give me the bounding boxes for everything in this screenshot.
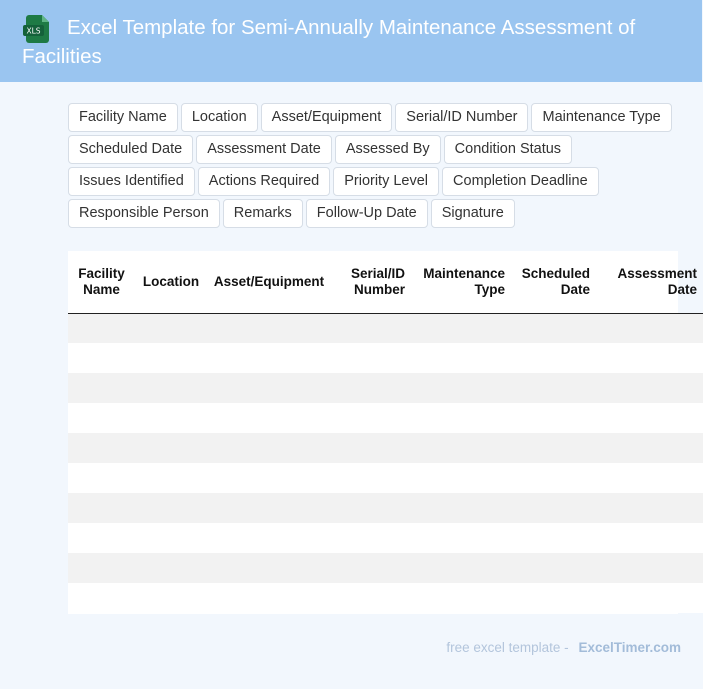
table-cell[interactable] <box>68 493 135 523</box>
field-tag[interactable]: Responsible Person <box>68 199 220 228</box>
column-header: Scheduled Date <box>511 251 596 313</box>
field-tag[interactable]: Asset/Equipment <box>261 103 393 132</box>
field-tag[interactable]: Assessment Date <box>196 135 332 164</box>
table-cell[interactable] <box>511 553 596 583</box>
field-tag[interactable]: Facility Name <box>68 103 178 132</box>
page-title: Excel Template for Semi-Annually Maintenance Assessment of Facilities <box>22 16 636 68</box>
table-cell[interactable] <box>135 343 207 373</box>
table-cell[interactable] <box>411 553 511 583</box>
table-cell[interactable] <box>68 343 135 373</box>
xls-icon-label: XLS <box>26 26 41 36</box>
table-row <box>68 403 703 433</box>
table-cell[interactable] <box>331 403 411 433</box>
table-cell[interactable] <box>207 433 331 463</box>
table-cell[interactable] <box>68 463 135 493</box>
table-cell[interactable] <box>596 583 703 613</box>
table-cell[interactable] <box>68 553 135 583</box>
table-cell[interactable] <box>596 373 703 403</box>
table-row <box>68 313 703 343</box>
table-cell[interactable] <box>411 343 511 373</box>
field-tag[interactable]: Follow-Up Date <box>306 199 428 228</box>
field-tag[interactable]: Completion Deadline <box>442 167 599 196</box>
field-tag[interactable]: Maintenance Type <box>531 103 671 132</box>
table-cell[interactable] <box>68 523 135 553</box>
table-cell[interactable] <box>68 583 135 613</box>
table-cell[interactable] <box>68 373 135 403</box>
table-cell[interactable] <box>331 373 411 403</box>
field-tag[interactable]: Serial/ID Number <box>395 103 528 132</box>
table-cell[interactable] <box>596 433 703 463</box>
table-cell[interactable] <box>511 433 596 463</box>
table-cell[interactable] <box>331 343 411 373</box>
table-cell[interactable] <box>411 493 511 523</box>
field-tag[interactable]: Actions Required <box>198 167 330 196</box>
table-cell[interactable] <box>331 583 411 613</box>
table-cell[interactable] <box>207 313 331 343</box>
column-header: Assessment Date <box>596 251 703 313</box>
field-tag[interactable]: Condition Status <box>444 135 572 164</box>
table-cell[interactable] <box>207 553 331 583</box>
template-table-container <box>68 251 697 614</box>
table-cell[interactable] <box>135 313 207 343</box>
table-cell[interactable] <box>411 433 511 463</box>
table-cell[interactable] <box>135 373 207 403</box>
field-tag[interactable]: Scheduled Date <box>68 135 193 164</box>
column-header: Asset/Equipment <box>207 251 331 313</box>
table-cell[interactable] <box>207 523 331 553</box>
field-tags <box>68 103 690 228</box>
table-cell[interactable] <box>511 313 596 343</box>
table-cell[interactable] <box>511 523 596 553</box>
table-cell[interactable] <box>331 313 411 343</box>
table-row <box>68 343 703 373</box>
table-row <box>68 523 703 553</box>
column-header: Serial/ID Number <box>331 251 411 313</box>
footer-brand-link[interactable]: ExcelTimer.com <box>578 640 681 655</box>
field-tag[interactable]: Remarks <box>223 199 303 228</box>
field-tag[interactable]: Assessed By <box>335 135 441 164</box>
table-cell[interactable] <box>135 463 207 493</box>
table-cell[interactable] <box>135 403 207 433</box>
table-cell[interactable] <box>68 403 135 433</box>
table-cell[interactable] <box>411 313 511 343</box>
table-cell[interactable] <box>135 493 207 523</box>
table-cell[interactable] <box>331 433 411 463</box>
table-row <box>68 493 703 523</box>
column-header: Maintenance Type <box>411 251 511 313</box>
table-cell[interactable] <box>596 493 703 523</box>
table-cell[interactable] <box>411 373 511 403</box>
table-cell[interactable] <box>511 343 596 373</box>
table-cell[interactable] <box>511 463 596 493</box>
table-row <box>68 373 703 403</box>
table-cell[interactable] <box>511 583 596 613</box>
table-cell[interactable] <box>511 403 596 433</box>
table-cell[interactable] <box>411 403 511 433</box>
table-cell[interactable] <box>207 373 331 403</box>
table-row <box>68 583 703 613</box>
table-cell[interactable] <box>411 583 511 613</box>
table-cell[interactable] <box>596 553 703 583</box>
table-cell[interactable] <box>68 433 135 463</box>
table-cell[interactable] <box>207 493 331 523</box>
table-cell[interactable] <box>135 523 207 553</box>
footer-credit <box>446 640 681 655</box>
table-cell[interactable] <box>411 523 511 553</box>
table-cell[interactable] <box>68 313 135 343</box>
table-header-row <box>68 251 703 313</box>
table-row <box>68 463 703 493</box>
table-cell[interactable] <box>207 463 331 493</box>
table-cell[interactable] <box>331 553 411 583</box>
field-tag[interactable]: Location <box>181 103 258 132</box>
table-cell[interactable] <box>207 403 331 433</box>
column-header: Location <box>135 251 207 313</box>
table-cell[interactable] <box>207 583 331 613</box>
table-cell[interactable] <box>596 403 703 433</box>
template-table <box>68 251 703 613</box>
field-tag[interactable]: Priority Level <box>333 167 439 196</box>
table-row <box>68 433 703 463</box>
field-tag[interactable]: Issues Identified <box>68 167 195 196</box>
table-cell[interactable] <box>331 463 411 493</box>
table-cell[interactable] <box>596 463 703 493</box>
table-cell[interactable] <box>135 553 207 583</box>
column-header: Facility Name <box>68 251 135 313</box>
table-cell[interactable] <box>135 433 207 463</box>
table-cell[interactable] <box>331 493 411 523</box>
table-cell[interactable] <box>596 523 703 553</box>
table-cell[interactable] <box>331 523 411 553</box>
table-cell[interactable] <box>511 493 596 523</box>
table-row <box>68 553 703 583</box>
table-cell[interactable] <box>207 343 331 373</box>
field-tag[interactable]: Signature <box>431 199 515 228</box>
table-cell[interactable] <box>411 463 511 493</box>
table-cell[interactable] <box>596 313 703 343</box>
table-cell[interactable] <box>596 343 703 373</box>
header-banner <box>0 0 702 82</box>
table-cell[interactable] <box>135 583 207 613</box>
table-cell[interactable] <box>511 373 596 403</box>
footer-prefix: free excel template - <box>446 640 573 655</box>
